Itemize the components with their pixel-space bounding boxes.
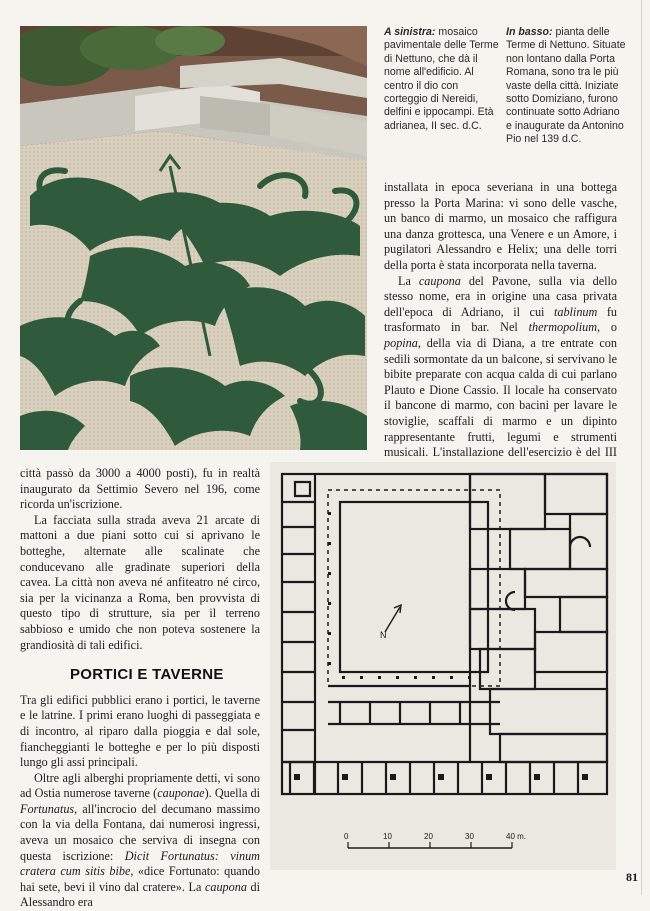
scale-tick-label: 20 (424, 832, 433, 841)
italic-term: Fortunatus (20, 801, 75, 816)
caption-mosaic (384, 26, 502, 133)
north-label: N (380, 630, 387, 640)
text-run: ). Quella di (204, 786, 260, 801)
scale-tick-label: 10 (383, 832, 392, 841)
caption-plan (506, 26, 628, 147)
text-run: , o (597, 320, 617, 335)
text-run: fu trasformato in bar. Nel (384, 304, 617, 335)
section-heading: PORTICI E TAVERNE (70, 666, 224, 684)
scale-bar (344, 832, 526, 848)
text-run: del Pavone, sulla via dello stesso nome, era in origine una casa privata dell'epoca di Adriano, il cui (384, 273, 618, 319)
caption-lead: A sinistra: (384, 26, 436, 38)
right-column-text (384, 180, 617, 476)
italic-term: thermopolium (528, 320, 597, 335)
text-run: di Alessandro era (20, 879, 260, 910)
scale-tick-label: 30 (465, 832, 474, 841)
mosaic-photo (20, 26, 367, 450)
north-arrow-icon (385, 605, 401, 632)
text-run: , della via di Diana, a tre entrate con sedili sormontate da un balcone, si servivano le bibite preparate con acqua calda di cui parlano Plauto e Dione Cassio. Il locale ha conservato il bancone di marmo, con bacini per lavare le stoviglie, scaffali di marmo e un dipinto rappresentante frutti, legumi e strumenti musicali. L'installazione dell'esercizio è del III (384, 335, 617, 460)
paragraph (20, 771, 260, 911)
italic-term: cauponae (157, 786, 205, 801)
paragraph: La facciata sulla strada aveva 21 arcate di mattoni a due piani sotto cui si aprivano le botteghe, alternate alle scalinate che conducevano alle gradinate superiori della cavea. La città non aveva né anfiteatro né circo, sia per la vicinanza a Roma, ben provvista di questo tipo di strutture, sia per il terreno sabbioso e umido che non poteva sostenere la grandiosità di tali edifici. (20, 512, 260, 652)
floor-plan (270, 462, 616, 870)
scale-tick-label: 40 m. (506, 832, 527, 841)
text-run: , all'incrocio del decumano massimo con la via della Fontana, dai numerosi ingressi, aveva un mosaico che serviva di insegna con questa iscrizione: (20, 801, 260, 863)
left-column-text (20, 466, 260, 911)
margin-rule (641, 0, 642, 895)
paragraph: città passò da 3000 a 4000 posti), fu in realtà inaugurato da Settimio Severo nel 196, come ricorda un'iscrizione. (20, 466, 260, 512)
text-run: La (398, 273, 419, 288)
caption-text: pianta delle Terme di Nettuno. Situate non lontano dalla Porta Romana, sono tra le più vaste della città. Iniziate sotto Domiziano, furono continuate sotto Adriano e inaugurate da Antonino Pio nel 139 d.C. (506, 26, 626, 146)
caption-text: mosaico pavimentale delle Terme di Nettuno, che dà il nome all'edificio. Al centro il dio con corteggio di Nereidi, delfini e ippocampi. Età adrianea, II sec. d.C. (384, 26, 499, 132)
caption-lead: In basso: (506, 26, 553, 38)
text-run: , «dice Fortunato: quando hai sete, bevi il vino dal cratere». La (20, 864, 260, 894)
italic-term: tablinum (553, 304, 598, 319)
italic-term: caupona (418, 273, 461, 288)
italic-term: Dicit Fortunatus: vinum cratera cum sitis bibe (20, 848, 260, 879)
paragraph: Tra gli edifici pubblici erano i portici, le taverne e le latrine. I primi erano luoghi di passeggiata e di incontro, al riparo dalla pioggia e dal sole, fiancheggianti le botteghe e per lo più disposti lungo gli assi principali. (20, 692, 260, 770)
floor-plan-drawing (270, 462, 616, 870)
paragraph (384, 274, 617, 477)
italic-term: popina (384, 335, 418, 350)
page-number: 81 (626, 870, 638, 884)
mosaic-image (20, 26, 367, 450)
paragraph: installata in epoca severiana in una bottega presso la Porta Marina: vi sono delle vasche, un banco di marmo, un mosaico che raffigura una danza grottesca, una Venere e un Amore, i pugilatori Alessandro e Helix; una delle torri della porta è stata incorporata nella taverna. (384, 180, 617, 272)
text-run: Oltre agli alberghi propriamente detti, vi sono ad Ostia numerose taverne ( (20, 770, 260, 801)
scale-tick-label: 0 (344, 832, 349, 841)
italic-term: caupona (204, 879, 247, 894)
